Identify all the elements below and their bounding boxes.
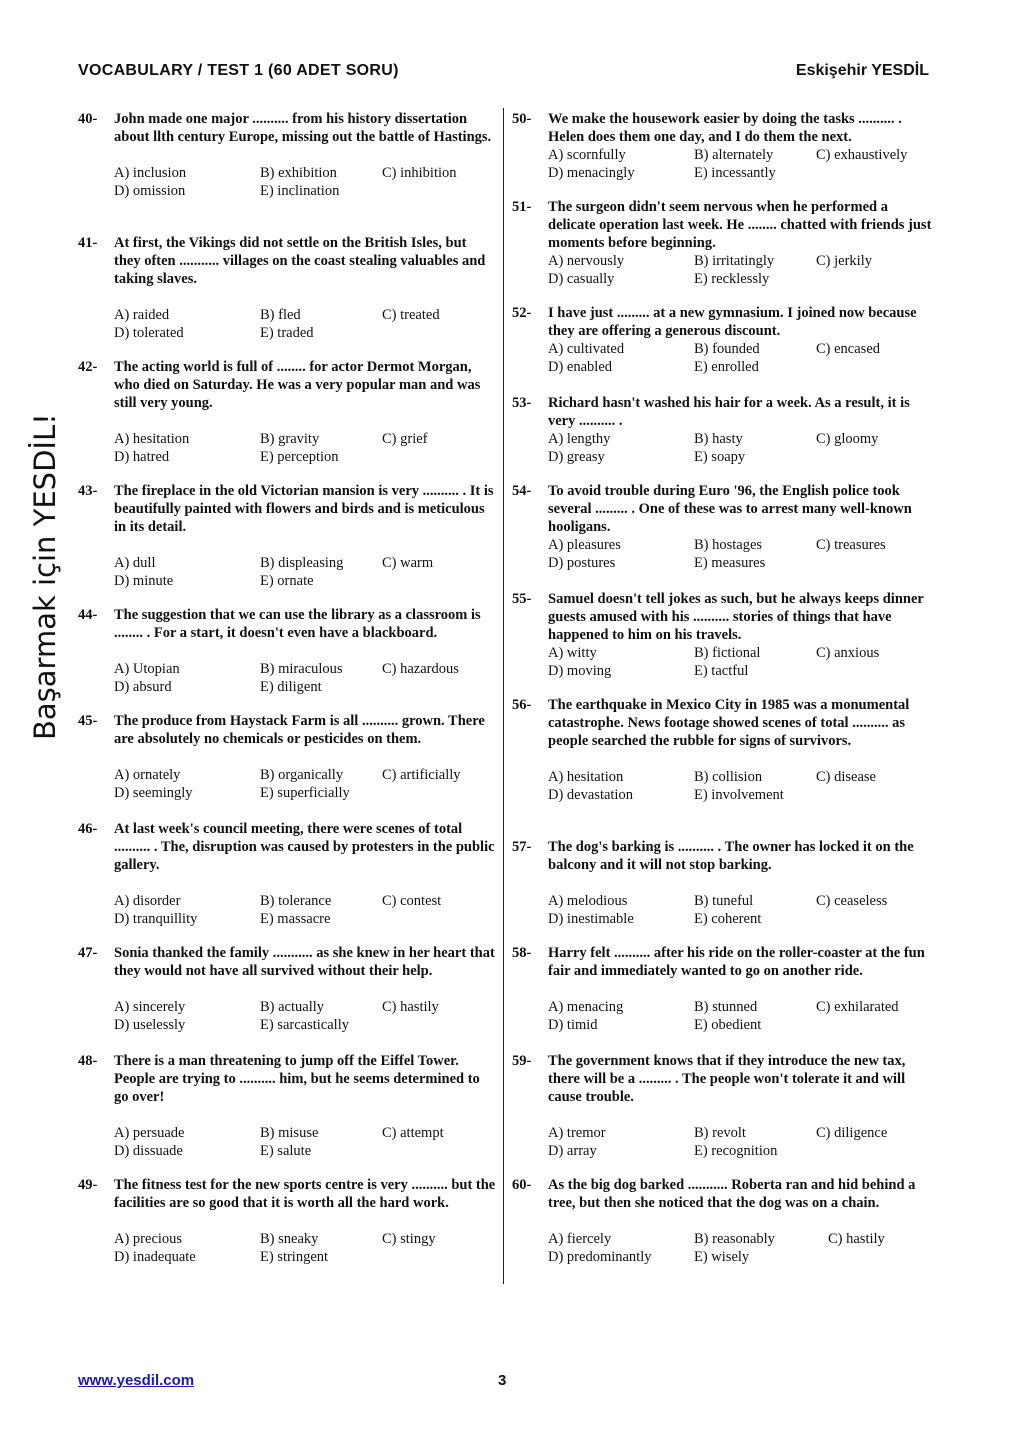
question-item — [78, 234, 496, 342]
question-text: The dog's barking is .......... . The owner has locked it on the balcony and it will not stop barking. — [548, 839, 914, 873]
question-text: We make the housework easier by doing the tasks .......... . Helen does them one day, and I do them the next. — [548, 111, 902, 145]
answer-options — [548, 768, 932, 804]
answer-option[interactable]: B) reasonably — [694, 1231, 775, 1247]
question-text: The government knows that if they introduce the new tax, there will be a ......... . The people won't tolerate it and will cause trouble. — [548, 1053, 906, 1105]
question-item — [512, 1052, 932, 1160]
question-text: The acting world is full of ........ for actor Dermot Morgan, who died on Saturday. He was a very popular man and was still very young. — [114, 359, 481, 411]
answer-options — [548, 340, 932, 376]
answer-option[interactable]: C) hastily — [828, 1231, 885, 1247]
answer-option[interactable]: C) hastily — [382, 999, 439, 1015]
column-divider — [503, 108, 504, 1284]
answer-option[interactable]: E) ornate — [260, 573, 314, 589]
answer-option[interactable]: A) inclusion — [114, 165, 187, 181]
answer-option[interactable]: E) tactful — [694, 663, 749, 679]
answer-option[interactable]: D) absurd — [114, 679, 172, 695]
question-number: 60- — [512, 1177, 532, 1193]
answer-option[interactable]: C) exhaustively — [816, 147, 908, 163]
answer-options — [548, 146, 932, 182]
answer-option[interactable]: A) disorder — [114, 893, 181, 909]
answer-option[interactable]: A) tremor — [548, 1125, 606, 1141]
answer-options — [548, 998, 932, 1034]
question-text: Sonia thanked the family ........... as she knew in her heart that they would not have all survived without their help. — [114, 945, 495, 979]
answer-option[interactable]: B) hasty — [694, 431, 743, 447]
answer-option[interactable]: E) obedient — [694, 1017, 762, 1033]
answer-option[interactable]: C) jerkily — [816, 253, 872, 269]
question-item — [78, 606, 496, 696]
answer-option[interactable]: C) hazardous — [382, 661, 459, 677]
question-number: 53- — [512, 395, 532, 411]
answer-options — [114, 1230, 496, 1266]
answer-options — [548, 430, 932, 466]
answer-option[interactable]: A) cultivated — [548, 341, 625, 357]
answer-option[interactable]: E) inclination — [260, 183, 340, 199]
answer-option[interactable]: D) inadequate — [114, 1249, 196, 1265]
question-text: There is a man threatening to jump off the Eiffel Tower. People are trying to .......... him, but he seems determined to go over! — [114, 1053, 480, 1105]
answer-option[interactable]: A) precious — [114, 1231, 183, 1247]
side-slogan: Başarmak için YESDİL! — [28, 413, 62, 740]
answer-option[interactable]: B) sneaky — [260, 1231, 319, 1247]
answer-option[interactable]: B) exhibition — [260, 165, 337, 181]
question-text: I have just ......... at a new gymnasium. I joined now because they are offering a generous discount. — [548, 305, 917, 339]
answer-option[interactable]: A) lengthy — [548, 431, 611, 447]
question-text: At last week's council meeting, there were scenes of total .......... . The, disruption was caused by protesters in the public gallery. — [114, 821, 495, 873]
answer-option[interactable]: D) uselessly — [114, 1017, 186, 1033]
answer-option[interactable]: E) wisely — [694, 1249, 750, 1265]
question-number: 47- — [78, 945, 98, 961]
question-number: 44- — [78, 607, 98, 623]
question-item — [78, 482, 496, 590]
answer-option[interactable]: D) enabled — [548, 359, 613, 375]
question-item — [512, 304, 932, 376]
answer-option[interactable]: A) melodious — [548, 893, 628, 909]
question-text: John made one major .......... from his history dissertation about llth century Europe, missing out the battle of Hastings. — [114, 111, 492, 145]
answer-option[interactable]: A) fiercely — [548, 1231, 612, 1247]
answer-option[interactable]: D) menacingly — [548, 165, 635, 181]
answer-option[interactable]: C) artificially — [382, 767, 461, 783]
question-text: Harry felt .......... after his ride on the roller-coaster at the fun fair and immediately wanted to go on another ride. — [548, 945, 925, 979]
question-text: Samuel doesn't tell jokes as such, but he always keeps dinner guests amused with his .......... stories of things that have happened to him on his travels. — [548, 591, 924, 643]
answer-option[interactable]: C) treasures — [816, 537, 886, 553]
question-item — [512, 590, 932, 680]
answer-option[interactable]: D) devastation — [548, 787, 633, 803]
website-link[interactable]: www.yesdil.com — [78, 1372, 195, 1389]
question-item — [512, 198, 932, 288]
answer-option[interactable]: D) timid — [548, 1017, 598, 1033]
question-number: 58- — [512, 945, 532, 961]
answer-options — [548, 252, 932, 288]
question-text: The earthquake in Mexico City in 1985 was a monumental catastrophe. News footage showed scenes of total .......... as people searched the rubble for signs of survivors. — [548, 697, 910, 749]
answer-option[interactable]: D) greasy — [548, 449, 605, 465]
answer-option[interactable]: E) measures — [694, 555, 766, 571]
answer-option[interactable]: C) disease — [816, 769, 876, 785]
answer-option[interactable]: E) perception — [260, 449, 339, 465]
question-number: 46- — [78, 821, 98, 837]
question-item — [512, 696, 932, 804]
answer-option[interactable]: E) incessantly — [694, 165, 776, 181]
answer-option[interactable]: D) tranquillity — [114, 911, 198, 927]
answer-option[interactable]: C) contest — [382, 893, 442, 909]
answer-option[interactable]: E) superficially — [260, 785, 350, 801]
answer-option[interactable]: E) salute — [260, 1143, 312, 1159]
answer-options — [548, 1230, 932, 1266]
answer-option[interactable]: B) displeasing — [260, 555, 344, 571]
answer-option[interactable]: E) diligent — [260, 679, 322, 695]
brand-name: Eskişehir YESDİL — [795, 62, 929, 79]
answer-option[interactable]: C) inhibition — [382, 165, 457, 181]
answer-option[interactable]: A) Utopian — [114, 661, 180, 677]
question-number: 50- — [512, 111, 532, 127]
answer-option[interactable]: C) exhilarated — [816, 999, 899, 1015]
answer-options — [114, 430, 496, 466]
question-text: The fireplace in the old Victorian mansion is very .......... . It is beautifully painted with flowers and birds and is meticulous in its detail. — [114, 483, 494, 535]
answer-option[interactable]: D) hatred — [114, 449, 170, 465]
question-text: To avoid trouble during Euro '96, the English police took several ......... . One of these was to arrest many well-known hooligans. — [548, 483, 912, 535]
answer-options — [114, 998, 496, 1034]
question-number: 54- — [512, 483, 532, 499]
question-number: 55- — [512, 591, 532, 607]
answer-option[interactable]: B) tuneful — [694, 893, 754, 909]
answer-option[interactable]: B) collision — [694, 769, 763, 785]
answer-options — [114, 1124, 496, 1160]
answer-option[interactable]: A) ornately — [114, 767, 181, 783]
answer-option[interactable]: B) gravity — [260, 431, 320, 447]
answer-options — [114, 892, 496, 928]
question-item — [78, 944, 496, 1034]
answer-options — [548, 644, 932, 680]
answer-option[interactable]: A) pleasures — [548, 537, 621, 553]
answer-option[interactable]: C) gloomy — [816, 431, 879, 447]
answer-option[interactable]: C) diligence — [816, 1125, 888, 1141]
question-number: 45- — [78, 713, 98, 729]
answer-option[interactable]: E) sarcastically — [260, 1017, 349, 1033]
answer-option[interactable]: E) recognition — [694, 1143, 778, 1159]
question-text: Richard hasn't washed his hair for a week. As a result, it is very .......... . — [548, 395, 910, 429]
answer-option[interactable]: E) soapy — [694, 449, 746, 465]
question-number: 51- — [512, 199, 532, 215]
answer-option[interactable]: E) traded — [260, 325, 314, 341]
answer-option[interactable]: C) warm — [382, 555, 434, 571]
answer-option[interactable]: E) recklessly — [694, 271, 770, 287]
answer-option[interactable]: A) hesitation — [114, 431, 190, 447]
question-item — [78, 1176, 496, 1266]
question-item — [512, 110, 932, 182]
answer-option[interactable]: B) hostages — [694, 537, 763, 553]
question-number: 57- — [512, 839, 532, 855]
answer-options — [114, 554, 496, 590]
test-title: VOCABULARY / TEST 1 (60 ADET SORU) — [78, 62, 399, 79]
answer-options — [114, 164, 496, 200]
answer-option[interactable]: A) dull — [114, 555, 156, 571]
answer-option[interactable]: B) actually — [260, 999, 325, 1015]
answer-option[interactable]: E) enrolled — [694, 359, 759, 375]
answer-options — [114, 306, 496, 342]
answer-option[interactable]: E) massacre — [260, 911, 331, 927]
answer-option[interactable]: B) fictional — [694, 645, 761, 661]
answer-option[interactable]: B) miraculous — [260, 661, 343, 677]
answer-option[interactable]: A) scornfully — [548, 147, 626, 163]
question-number: 56- — [512, 697, 532, 713]
answer-option[interactable]: B) misuse — [260, 1125, 319, 1141]
question-item — [512, 482, 932, 572]
answer-option[interactable]: D) array — [548, 1143, 597, 1159]
answer-option[interactable]: D) inestimable — [548, 911, 634, 927]
answer-option[interactable]: B) organically — [260, 767, 344, 783]
answer-option[interactable]: D) tolerated — [114, 325, 184, 341]
question-item — [78, 110, 496, 200]
answer-option[interactable]: C) treated — [382, 307, 440, 323]
answer-options — [114, 766, 496, 802]
page-number: 3 — [498, 1372, 507, 1389]
question-item — [78, 820, 496, 928]
answer-option[interactable]: D) moving — [548, 663, 612, 679]
answer-option[interactable]: A) menacing — [548, 999, 624, 1015]
question-text: The suggestion that we can use the library as a classroom is ........ . For a start, it doesn't even have a blackboard. — [114, 607, 481, 641]
answer-option[interactable]: B) fled — [260, 307, 301, 323]
question-number: 52- — [512, 305, 532, 321]
question-text: As the big dog barked ........... Roberta ran and hid behind a tree, but then she noticed that the dog was on a chain. — [548, 1177, 916, 1211]
question-number: 40- — [78, 111, 98, 127]
question-item — [512, 394, 932, 466]
question-item — [512, 1176, 932, 1266]
answer-option[interactable]: B) irritatingly — [694, 253, 775, 269]
answer-option[interactable]: E) stringent — [260, 1249, 329, 1265]
question-text: The produce from Haystack Farm is all .......... grown. There are absolutely no chemicals or pesticides on them. — [114, 713, 485, 747]
answer-option[interactable]: D) minute — [114, 573, 174, 589]
answer-option[interactable]: C) grief — [382, 431, 428, 447]
question-text: The surgeon didn't seem nervous when he performed a delicate operation last week. He ........ chatted with friends just moments before beginning. — [548, 199, 932, 251]
question-text: The fitness test for the new sports centre is very .......... but the facilities are so good that it is worth all the hard work. — [114, 1177, 496, 1211]
answer-options — [548, 536, 932, 572]
answer-option[interactable]: D) postures — [548, 555, 616, 571]
answer-options — [548, 1124, 932, 1160]
answer-option[interactable]: B) revolt — [694, 1125, 746, 1141]
answer-option[interactable]: B) tolerance — [260, 893, 332, 909]
question-item — [78, 712, 496, 802]
question-number: 49- — [78, 1177, 98, 1193]
answer-option[interactable]: E) involvement — [694, 787, 784, 803]
question-item — [512, 838, 932, 928]
answer-option[interactable]: A) nervously — [548, 253, 625, 269]
answer-option[interactable]: C) attempt — [382, 1125, 444, 1141]
answer-option[interactable]: C) ceaseless — [816, 893, 888, 909]
question-number: 59- — [512, 1053, 532, 1069]
answer-option[interactable]: A) sincerely — [114, 999, 186, 1015]
answer-options — [548, 892, 932, 928]
answer-option[interactable]: B) founded — [694, 341, 760, 357]
question-text: At first, the Vikings did not settle on the British Isles, but they often ........... villages on the coast stealing valuables and taking slaves. — [114, 235, 486, 287]
answer-option[interactable]: D) predominantly — [548, 1249, 652, 1265]
answer-option[interactable]: A) hesitation — [548, 769, 624, 785]
answer-option[interactable]: D) seemingly — [114, 785, 193, 801]
answer-option[interactable]: E) coherent — [694, 911, 762, 927]
answer-option[interactable]: B) stunned — [694, 999, 758, 1015]
answer-option[interactable]: C) encased — [816, 341, 881, 357]
answer-option[interactable]: A) witty — [548, 645, 597, 661]
answer-option[interactable]: C) anxious — [816, 645, 880, 661]
question-number: 48- — [78, 1053, 98, 1069]
question-item — [78, 358, 496, 466]
answer-option[interactable]: D) casually — [548, 271, 615, 287]
question-number: 43- — [78, 483, 98, 499]
answer-options — [114, 660, 496, 696]
answer-option[interactable]: C) stingy — [382, 1231, 436, 1247]
answer-option[interactable]: A) raided — [114, 307, 170, 323]
answer-option[interactable]: D) dissuade — [114, 1143, 183, 1159]
question-item — [78, 1052, 496, 1160]
answer-option[interactable]: D) omission — [114, 183, 186, 199]
question-item — [512, 944, 932, 1034]
question-number: 41- — [78, 235, 98, 251]
answer-option[interactable]: B) alternately — [694, 147, 774, 163]
answer-option[interactable]: A) persuade — [114, 1125, 185, 1141]
question-number: 42- — [78, 359, 98, 375]
